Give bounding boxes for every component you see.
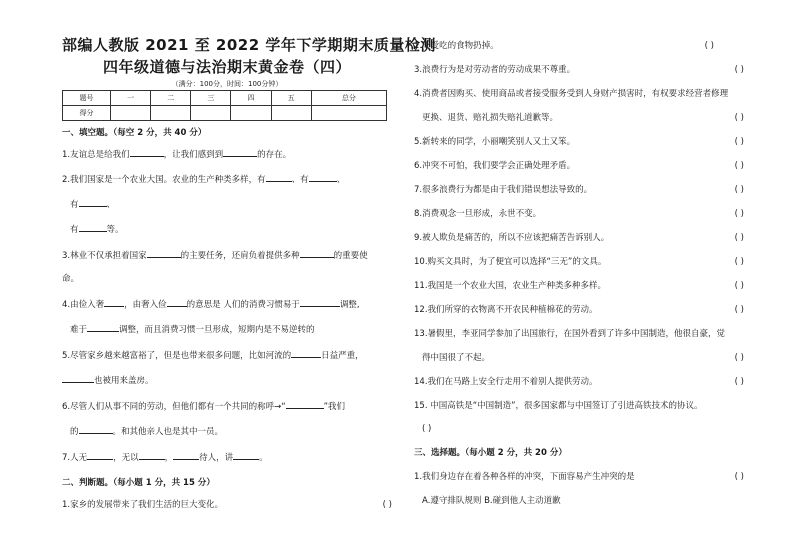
question-fill-2-cont2: 有 等。 — [70, 225, 124, 235]
answer-paren[interactable]: ( ) — [734, 472, 744, 482]
answer-paren[interactable]: ( ) — [734, 137, 744, 147]
answer-blank[interactable] — [79, 425, 113, 434]
answer-blank[interactable] — [139, 451, 165, 460]
question-judge-1: 1.家乡的发展带来了我们生活的巨大变化。 ( ) — [62, 500, 392, 510]
question-judge-12: 12.我们所穿的衣物离不开农民种植棉花的劳动。 ( ) — [414, 305, 744, 315]
answer-paren[interactable]: ( ) — [734, 113, 744, 123]
question-judge-13: 13.暑假里，李亚同学参加了出国旅行，在国外看到了许多中国制造，他很自豪，觉 — [414, 329, 726, 339]
question-fill-6: 6.尽管人们从事不同的劳动，但他们都有一个共同的称呼→“ ”我们 — [62, 402, 346, 412]
answer-paren[interactable]: ( ) — [382, 500, 392, 510]
answer-blank[interactable] — [266, 173, 292, 182]
answer-blank[interactable] — [79, 223, 107, 232]
question-judge-7: 7.很多浪费行为都是由于我们错误想法导致的。 ( ) — [414, 185, 744, 195]
score-header-cell: 一 — [111, 91, 151, 106]
question-choice-1: 1.我们身边存在着各种各样的冲突，下面容易产生冲突的是 ( ) — [414, 472, 744, 482]
answer-blank[interactable] — [130, 148, 164, 157]
answer-blank[interactable] — [104, 298, 124, 307]
question-judge-4-cont: 更换、退货、赔礼损失赔礼道歉等。 ( ) — [422, 113, 744, 123]
answer-blank[interactable] — [309, 173, 337, 182]
score-table-header-row — [63, 91, 387, 106]
question-fill-5-cont: 也被用来盖房。 — [62, 374, 392, 387]
answer-blank[interactable] — [300, 249, 334, 258]
answer-paren[interactable]: ( ) — [734, 305, 744, 315]
question-judge-13-cont: 得中国很了不起。 ( ) — [422, 353, 744, 363]
answer-blank[interactable] — [223, 148, 257, 157]
section-fill-in-heading: 一、填空题。（每空 2 分，共 40 分） — [62, 128, 207, 138]
question-fill-5: 5.尽管家乡越来越富裕了，但是也带来很多问题，比如河流的 日益严重， — [62, 351, 364, 361]
answer-blank[interactable] — [300, 298, 340, 307]
answer-paren[interactable]: ( ) — [734, 209, 744, 219]
answer-blank[interactable] — [291, 349, 321, 358]
question-judge-11: 11.我国是一个农业大国，农业生产种类多种多样。 ( ) — [414, 281, 744, 291]
score-row-label: 得分 — [63, 106, 111, 121]
question-fill-6-cont: 的 。和其他亲人也是其中一员。 — [70, 427, 224, 437]
question-judge-4: 4.消费者因购买、使用商品或者接受服务受到人身财产损害时，有权要求经营者修理 — [414, 89, 729, 99]
score-cell[interactable] — [151, 106, 191, 121]
question-fill-2-cont: 有 、 — [70, 200, 116, 210]
score-cell[interactable] — [191, 106, 231, 121]
left-column — [62, 34, 436, 511]
section-judge-heading: 二、判断题。（每小题 1 分，共 15 分） — [62, 478, 215, 488]
right-column — [414, 40, 744, 507]
question-fill-7: 7.人无 ，无以 ， 待人，讲 。 — [62, 453, 268, 463]
answer-paren[interactable]: ( ) — [734, 161, 744, 171]
score-header-cell: 二 — [151, 91, 191, 106]
answer-paren[interactable]: ( ) — [734, 257, 744, 267]
question-fill-4: 4.由俭入奢 ，由奢入俭 的意思是 人们的消费习惯易于 调整, — [62, 300, 360, 310]
answer-paren[interactable]: ( ) — [734, 353, 744, 363]
answer-blank[interactable] — [87, 451, 113, 460]
score-cell[interactable] — [231, 106, 271, 121]
answer-blank[interactable] — [173, 451, 199, 460]
answer-blank[interactable] — [79, 198, 107, 207]
answer-blank[interactable] — [233, 451, 259, 460]
question-fill-3-cont: 命。 — [62, 274, 80, 284]
question-fill-3: 3.林业不仅承担着国家 的主要任务，还肩负着提供多种 的重要使 — [62, 251, 368, 261]
score-table — [62, 90, 387, 121]
answer-paren[interactable]: ( ) — [734, 233, 744, 243]
question-judge-2: 2.不爱吃的食物扔掉。 ( ) — [414, 41, 714, 51]
answer-blank[interactable] — [87, 323, 119, 332]
answer-paren[interactable]: ( ) — [734, 377, 744, 387]
question-fill-4-cont: 难于 调整，而且消费习惯一旦形成，短期内是不易逆转的 — [70, 325, 315, 335]
answer-blank[interactable] — [62, 374, 94, 383]
exam-title-line1: 部编人教版 2021 至 2022 学年下学期期末质量检测 — [62, 36, 436, 54]
score-header-cell: 题号 — [63, 91, 111, 106]
question-fill-2: 2.我们国家是一个农业大国。农业的生产种类多样，有 、有 、 — [62, 175, 346, 185]
score-header-cell: 总分 — [311, 91, 386, 106]
score-cell[interactable] — [271, 106, 311, 121]
answer-paren[interactable]: ( ) — [734, 65, 744, 75]
question-judge-6: 6.冲突不可怕，我们要学会正确处理矛盾。 ( ) — [414, 161, 744, 171]
section-choice-heading: 三、选择题。（每小题 2 分，共 20 分） — [414, 448, 567, 458]
score-header-cell: 三 — [191, 91, 231, 106]
score-table-score-row — [63, 106, 387, 121]
answer-paren[interactable]: ( ) — [422, 424, 432, 434]
answer-blank[interactable] — [167, 298, 187, 307]
exam-meta: （满分：100分，时间：100分钟） — [171, 80, 283, 88]
question-choice-1-options[interactable]: A.遵守排队规则 B.碰到他人主动道歉 — [422, 496, 561, 506]
score-cell[interactable] — [111, 106, 151, 121]
score-header-cell: 四 — [231, 91, 271, 106]
question-judge-15-cont — [414, 423, 744, 435]
question-fill-1: 1.友谊总是给我们 ，让我们感到到 的存在。 — [62, 150, 292, 160]
answer-paren[interactable]: ( ) — [704, 41, 714, 51]
answer-blank[interactable] — [286, 400, 324, 409]
question-judge-3: 3.浪费行为是对劳动者的劳动成果不尊重。 ( ) — [414, 65, 744, 75]
score-cell[interactable] — [311, 106, 386, 121]
score-header-cell: 五 — [271, 91, 311, 106]
question-judge-8: 8.消费观念一旦形成，永世不变。 ( ) — [414, 209, 744, 219]
question-judge-5: 5.新转来的同学，小丽嘲笑别人又土又笨。 ( ) — [414, 137, 744, 147]
exam-title-line2: 四年级道德与法治期末黄金卷（四） — [102, 58, 351, 76]
answer-paren[interactable]: ( ) — [734, 185, 744, 195]
answer-paren[interactable]: ( ) — [734, 281, 744, 291]
question-judge-9: 9.被人欺负是痛苦的，所以不应该把痛苦告诉别人。 ( ) — [414, 233, 744, 243]
question-judge-14: 14.我们在马路上安全行走用不着别人提供劳动。 ( ) — [414, 377, 744, 387]
question-judge-15: 15. 中国高铁是“中国制造”，很多国家都与中国签订了引进高铁技术的协议。 — [414, 401, 703, 411]
question-judge-10: 10.购买文具时，为了便宜可以选择“三无”的文具。 ( ) — [414, 257, 744, 267]
answer-blank[interactable] — [147, 249, 181, 258]
